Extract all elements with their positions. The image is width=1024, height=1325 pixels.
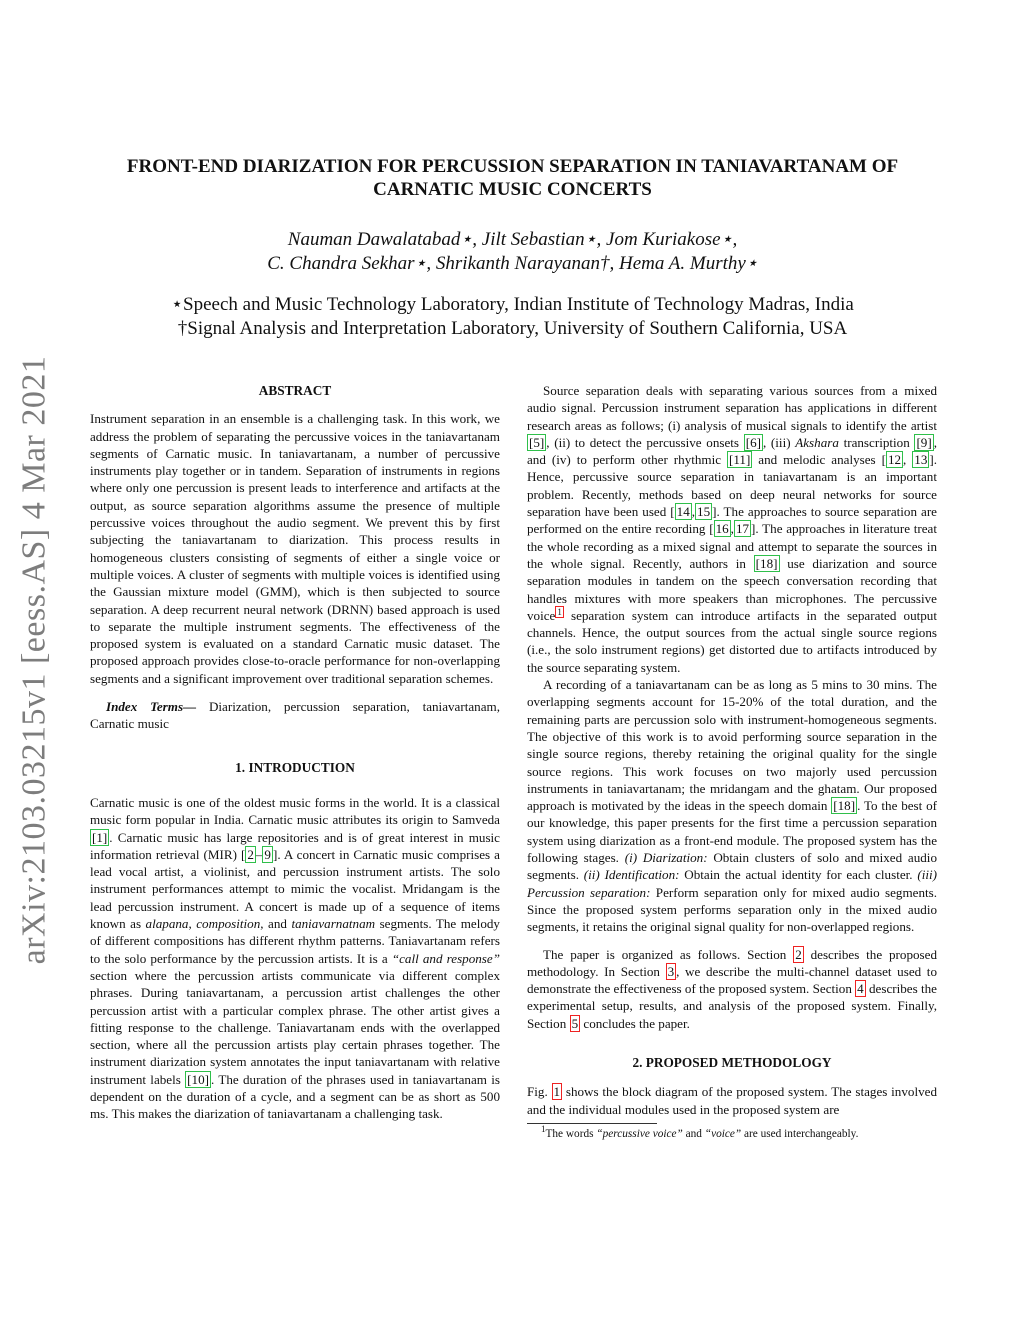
abstract-text: Instrument separation in an ensemble is a challenging task. In this work, we address the problem of separating the percussive voices in the taniavartanam segments of Carnatic music. In taniavartanam, a number of percussive instruments play together or in tandem. Separation of instruments in regions where only one percussion is present leads to interference and artifacts at the output, as source separation algorithms assume the presence of multiple percussive voices throughout the audio segment. We prevent this by first subjecting the taniavartanam to diarization. This process results in homogeneous clusters consisting of segments of either a single voice or multiple voices. A cluster of segments with multiple voices is identified using the Gaussian mixture model (GMM), which is then subjected to source separation. A deep recurrent neural network (DRNN) based approach is used to separate the multiple instrument segments. The effectiveness of the proposed system is evaluated on a standard Carnatic music dataset. The proposed approach provides close-to-oracle performance for non-overlapping segments and a significant improvement over traditional separation schemes.	[90, 411, 500, 686]
arxiv-identifier: arXiv:2103.03215v1 [eess.AS] 4 Mar 2021	[15, 355, 53, 965]
citation-link[interactable]: [18]	[755, 555, 778, 571]
organization-paragraph: The paper is organized as follows. Section 2 describes the proposed methodology. In Section 3 , we describe the multi-channel dataset used to demonstrate the effectiveness of the proposed system. Section 4 describes the experimental setup, results, and analysis of the proposed system. Finally, Section 5 concludes the paper.	[527, 946, 937, 1031]
right-column	[527, 382, 937, 1141]
section-link[interactable]: 4	[857, 981, 864, 997]
citation-link[interactable]: [11]	[729, 452, 751, 468]
citation-link[interactable]: [9]	[916, 434, 932, 450]
index-terms-text: Diarization, percussion separation, taniavartanam, Carnatic music	[90, 699, 500, 732]
affiliation-2: †Signal Analysis and Interpretation Laboratory, University of Southern California, USA	[177, 318, 848, 339]
citation-link[interactable]: 17	[735, 521, 750, 537]
citation-link[interactable]: [6]	[745, 434, 761, 450]
citation-link[interactable]: 2	[247, 846, 254, 862]
source-separation-paragraph: Source separation deals with separating various sources from a mixed audio signal. Percussion instrument separation has applications in different research areas as follows; (i) analysis of musical signals to identify the artist [5] , (ii) to detect the percussive onsets [6] , (iii) Akshara transcription [9] , and (iv) to perform other rhythmic [11] and melodic analyses [ 12 , 13 ]. Hence, percussive source separation in taniavartanam is an important problem. Recently, methods based on deep neural networks for source separation have been used [ 14 , 15 ]. The approaches to source separation are performed on the entire recording [ 16 , 17 ]. The approaches in literature treat the whole recording as a mixed signal and attempt to separate the sources in the whole signal. Recently, authors in [18] use diarization and source separation modules in tandem on the speech conversation recording that handles mixtures with more speakers than microphones. The percussive voice $^1$ separation system can introduce artifacts in the separated output channels. Hence, the output sources from the actual single source regions (i.e., the solo instrument regions) get distorted due to artifacts introduced by the source separating system.	[527, 383, 937, 675]
paper-title: FRONT-END DIARIZATION FOR PERCUSSION SEPARATION IN TANIAVARTANAM OF CARNATIC MUSIC CONCERTS	[126, 156, 899, 200]
citation-link[interactable]: [1]	[92, 829, 108, 845]
citation-link[interactable]: [10]	[187, 1071, 209, 1087]
introduction-paragraph: Carnatic music is one of the oldest music forms in the world. It is a classical music form popular in India. Carnatic music attributes its origin to Samveda [1] . Carnatic music has large repositories and is of great interest in music information retrieval (MIR) [ 2 – 9 ]. A concert in Carnatic music comprises a lead vocal artist, a violinist, and percussion instrument artists. The solo instrument performances attempt to mimic the vocalist. Mridangam is the lead percussion instrument. A concert is made up of a sequence of items known as alapana, composition, and taniavarnatnam segments. The melody of different compositions has different rhythm patterns. Taniavartanam refers to the solo performance by the percussion artists. It is a “call and response” section where the percussion artists communicate via different complex phrases. During taniavartanam, a percussion artist challenges the other percussion artist with a particular complex phrase. The other artist gives a fitting response to the challenge. Taniavartanam ends with the overlapped section, where all the percussion artists play certain phrases together. The instrument diarization system annotates the input taniavartanam with relative instrument labels [10] . The duration of the phrases used in taniavartanam is dependent on the duration of a cycle, and a segment can be as short as 500 ms. This makes the diarization of taniavartanam a challenging task.	[90, 794, 500, 1122]
citation-link[interactable]: 12	[887, 452, 902, 468]
section-link[interactable]: 3	[667, 963, 675, 979]
arxiv-sidebar	[0, 355, 84, 965]
citation-link[interactable]: 13	[914, 452, 928, 468]
affiliation-1: ⋆Speech and Music Technology Laboratory, Indian Institute of Technology Madras, India	[171, 294, 854, 315]
figure-link[interactable]: 1	[553, 1084, 561, 1100]
footnote: $^1$The words “percussive voice” and “voice” are used interchangeably.	[541, 1124, 859, 1140]
abstract-heading: ABSTRACT	[258, 383, 332, 398]
footnote-link[interactable]: 1	[557, 606, 562, 617]
footnote-rule	[527, 1123, 657, 1124]
citation-link[interactable]: 9	[264, 846, 271, 862]
index-terms-label: Index Terms—	[106, 699, 197, 715]
index-terms	[90, 698, 500, 733]
citation-link[interactable]: [5]	[529, 434, 545, 450]
citation-link[interactable]: 14	[676, 504, 690, 520]
citation-link[interactable]: 15	[697, 504, 711, 520]
authors-line-1: Nauman Dawalatabad⋆, Jilt Sebastian⋆, Jom Kuriakose⋆,	[287, 229, 738, 250]
methodology-paragraph: Fig. 1 shows the block diagram of the proposed system. The stages involved and the individual modules used in the proposed system are	[527, 1084, 937, 1117]
citation-link[interactable]: [18]	[833, 798, 856, 814]
methodology-heading: 2. PROPOSED METHODOLOGY	[632, 1054, 832, 1070]
authors-line-2: C. Chandra Sekhar⋆, Shrikanth Narayanan†, Hema A. Murthy⋆	[267, 253, 758, 274]
citation-link[interactable]: 16	[715, 521, 729, 537]
author-list	[90, 228, 935, 276]
section-link[interactable]: 5	[571, 1015, 579, 1031]
taniavartanam-paragraph: A recording of a taniavartanam can be as long as 5 mins to 30 mins. The overlapping segments account for 15-20% of the total duration, and the remaining parts are percussion solo with instrument-homogeneous segments. The objective of this work is to avoid performing source separation in the single source regions, thereby retaining the original quality for the single source regions. This work focuses on two majorly used percussion instruments in taniavartanam; the mridangam and the ghatam. Our proposed approach is motivated by the ideas in the speech domain [18] . To the best of our knowledge, this paper presents for the first time a percussion separation system using diarization as a front-end module. The proposed system has the following stages. (i) Diarization: Obtain clusters of solo and mixed audio segments. (ii) Identification: Obtain the actual identity for each cluster. (iii) Percussion separation: Perform separation only for mixed audio segments. Since the proposed system performs separation only in the mixed audio segments, it retains the original signal quality for non-overlapped regions.	[527, 677, 937, 935]
left-column	[90, 382, 500, 1123]
affiliations	[90, 293, 935, 341]
section-link[interactable]: 2	[795, 946, 802, 962]
introduction-heading: 1. INTRODUCTION	[235, 759, 355, 775]
